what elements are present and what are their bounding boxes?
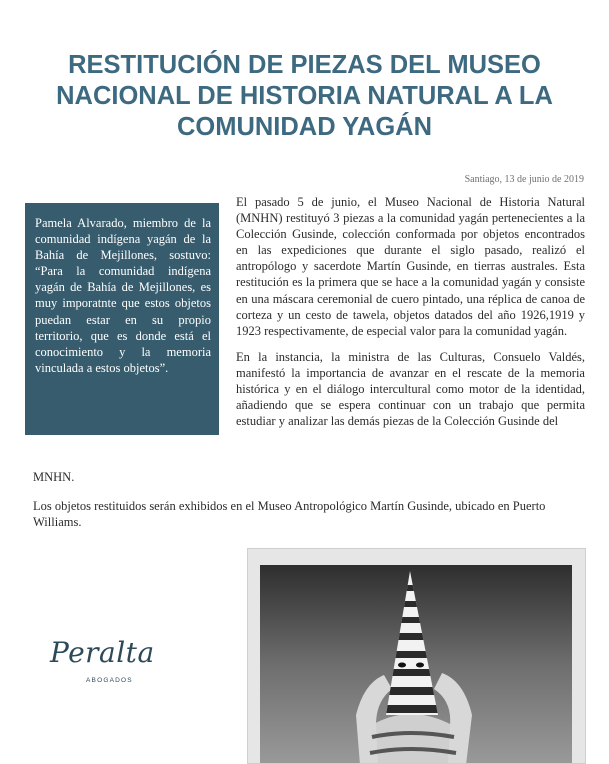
paragraph-2: En la instancia, la ministra de las Culturas, Consuelo Valdés, manifestó la importancia de avanzar en el rescate de la memoria histórica y en el diálogo intercultural como motor de la identidad, añadiendo que se espera continuar con un trabajo que permita estudiar y analizar las demás piezas de la Colección Gusinde del: [236, 349, 585, 429]
article-date: Santiago, 13 de junio de 2019: [464, 174, 584, 185]
pull-quote-text: Pamela Alvarado, miembro de la comunidad indígena yagán de la Bahía de Mejillones, sostuvo: “Para la comunidad indígena yagán de Bahía de Mejillones, es muy imporatnte que estos objetos puedan estar en su propio territorio, que es donde está el conocimiento y la memoria vinculada a estos objetos”.: [35, 216, 211, 375]
photo-frame: [247, 548, 586, 764]
peralta-logo: [48, 636, 178, 696]
pull-quote-box: [25, 203, 219, 435]
paragraph-1: El pasado 5 de junio, el Museo Nacional de Historia Natural (MNHN) restituyó 3 piezas a la comunidad yagán pertenecientes a la Colección Gusinde, colección conformada por objetos encontrados en las expediciones que durante el siglo pasado, realizó el antropólogo y sacerdote Martín Gusinde, en tierras australes. Esta restitución es la primera que se hace a la comunidad yagán y consiste en una máscara ceremonial de cuero pintado, una réplica de canoa de corteza y un cesto de tawela, objetos datados del año 1926,1919 y 1923 respectivamente, de especial valor para la comunidad yagán.: [236, 195, 585, 338]
paragraph-2-continuation: MNHN.: [33, 470, 75, 484]
paragraph-3: Los objetos restituidos serán exhibidos en el Museo Antropológico Martín Gusinde, ubicado en Puerto Williams.: [33, 499, 546, 530]
logo-subtitle: ABOGADOS: [86, 677, 133, 684]
ceremonial-mask-photo: [260, 565, 572, 764]
title-line-1: RESTITUCIÓN DE PIEZAS DEL MUSEO: [68, 51, 541, 79]
title-line-2: NACIONAL DE HISTORIA NATURAL A LA: [56, 82, 553, 110]
masked-figure-illustration: [260, 565, 572, 764]
article-title: [20, 50, 589, 143]
title-line-3: COMUNIDAD YAGÁN: [176, 113, 433, 141]
article-body-column: [236, 194, 585, 439]
logo-wordmark: Peralta: [50, 636, 155, 669]
